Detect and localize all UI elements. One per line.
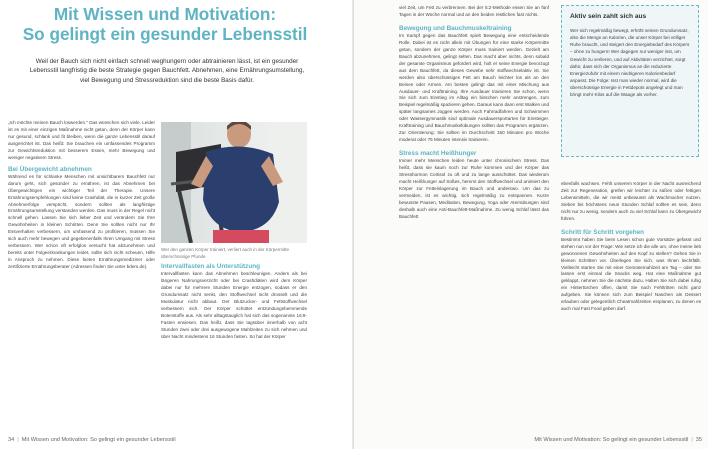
sleep-paragraph: ebenfalls wachsen. Fehlt unserem Körper in der Nacht ausreichend Zeit zur Regeneration, greifen wir leichter zu süßen oder fettigen Lebensmitteln, die wir meist unbewusst als Wachmacher nutzen. Sieben bis höchstens neun Stunden Schlaf sollten es sein, denn nicht nur zu wenig, sondern auch zu viel Schlaf kann zu Übergewicht führen. [561, 181, 701, 221]
info-box-body: Wer sich regelmäßig bewegt, erhöht seinen Grundumsatz, also die Menge an Kalorien, die unser Körper bei völliger Ruhe braucht, und steigert den Energiebedarf des Körpers – ohne zu hungern! Wer dagegen nur weniger isst, um Gewicht zu verlieren, und auf Aktivitäten verzichtet, sorgt dafür, dass sich der Organismus an die reduzierte Energiezufuhr mit einem niedrigeren Kalorienbedarf anpasst. Die Folge: Isst man wieder normal, wird die überschüssige Energie in Fettdepots angelegt und man bringt mehr Kilos auf die Waage als vorher. [570, 28, 690, 98]
man-on-treadmill-image [161, 122, 307, 243]
title-line-2: So gelingt ein gesunder Lebensstil [22, 24, 308, 44]
intro-paragraph: „Ich möchte meinen Bauch loswerden." Das wünschen sich viele. Leider ist es mit einer einzigen Maßnahme nicht getan, denn der Körper kann nur gesund, schlank und fit bleiben, wenn die ganze Lebensstil darauf ausgerichtet ist. Das heißt: Sie brauchen ein umfassendes Programm zur Gewichtsreduktion mit besserem Essen, mehr Bewegung und weniger negativem Stress. [8, 120, 155, 160]
heading-stress: Stress macht Heißhunger [399, 150, 477, 158]
heading-bewegung: Bewegung und Bauchmuskeltraining [399, 24, 512, 32]
info-box-title: Aktiv sein zahlt sich aus [570, 13, 647, 20]
body-bewegung: Im Kampf gegen das Bauchfett spielt Bewegung eine entscheidende Rolle. Dabei ist es nicht allein mit Übungen für eine starke Körpermitte getan, sondern der ganze Körper muss trainiert werden. Gezielt am Bauch abzunehmen, gelingt selten. Das macht aber nichts, denn sobald der gesamte Organismus gefordert wird, holt er seine Energie bevorzugt aus dem Bauchfett, da dieses Gewebe sehr stoffwechselaktiv ist. Sie werden also überschüssiges Fett am Bauch leichter los als an den Beinen oder Armen. Am besten gelingt das mit einer Mischung aus Ausdauer- und Krafttraining. Ihre Ausdauer trainieren Sie schon, wenn Sie sich zum Einstieg im Alltag ein bisschen mehr anstrengen, zum Beispiel regelmäßig spazieren gehen. Daraus kann dann erst Walken und später langsames Joggen werden. Auch Fahrradfahren und Schwimmen oder Wassergymnastik sind optimale Ausdauersportarten für Einsteiger. Krafttraining und Bauchmuskelübungen sollten das Programm ergänzen. Zur Orientierung: Sie sollten im Durchschnitt 150 Minuten pro Woche moderat oder 75 Minuten intensiv trainieren. [399, 32, 549, 143]
left-column-2 [161, 262, 307, 432]
left-page-number: 34 [8, 437, 15, 443]
body-schritt: Bestimmt haben Sie beim Lesen schon gute Vorsätze gefasst und stehen nun vor der Frage: Wie setze ich die alle um, ohne meine lieb gewonnenen Gewohnheiten auf den Kopf zu stellen? Gehen Sie in kleinen Schritten vor. Überlegen Sie sich, was Ihnen leichtfällt. Vielleicht starten Sie mit einer Gemüsemahlzeit am Tag – oder Sie lassen erst einmal die Snacks weg. Hat eine Maßnahme gut geklappt, nehmen Sie die nächste dazu. Halten Sie sich dabei ruhig ein Hintertürchen offen, damit Sie nach Fehltritten nicht ganz aufgeben. Sie können sich zum Beispiel Naschen als Dessert erlauben oder gelegentlich Cheatmahlzeiten einplanen, zu denen es auch mal Fast Food geben darf. [561, 236, 701, 312]
info-box [561, 5, 699, 157]
right-footer: Mit Wissen und Motivation: So gelingt ein gesunder Lebensstil | 35 [534, 437, 702, 443]
heading-intervallfasten: Intervallfasten als Unterstützung [161, 263, 261, 270]
treadmill-photo [161, 122, 307, 243]
fasting-continued: viel Zeit, um Fett zu verbrennen. Bei der 5:2-Methode essen Sie an fünf Tagen in der Woche normal und an den beiden restlichen fast nichts. [399, 5, 549, 17]
photo-caption: Wer den ganzen Körper trainiert, verliert auch in der Körpermitte überschüssige Pfunde. [161, 247, 289, 259]
left-footer: 34 | Mit Wissen und Motivation: So gelingt ein gesunder Lebensstil [8, 437, 176, 443]
right-column-2 [561, 181, 701, 433]
body-intervallfasten: Intervallfasten kann das Abnehmen beschleunigen. Anders als bei längeren Nahrungsverzicht oder bei Crashdiäten wird dem Körper dabei nur für mehrere Stunden Energie entzogen, sodass er den Grundumsatz nicht senkt, den Stoffwechsel nicht drosselt und die Muskulatur nicht abbaut. Der Blutzucker- und Fettstoffwechsel verbessern sich. Der Körper schüttet entzündungshemmende Botenstoffe aus. Als sehr alltagstauglich hat sich das sogenannte 16:8-Fasten erwiesen. Das heißt, dass Sie tagsüber innerhalb von acht Stunden zwei oder drei ausgewogene Mahlzeiten zu sich nehmen und über Nacht mindestens 16 Stunden fasten. So hat der Körper [161, 271, 307, 339]
left-column-1 [8, 120, 155, 431]
right-page-number: 35 [695, 437, 702, 443]
page-title [0, 4, 330, 44]
heading-uebergewicht: Bei Übergewicht abnehmen [8, 165, 92, 173]
right-column-1 [399, 5, 549, 436]
body-uebergewicht: Während es für schlanke Menschen mit unsichtbarem Bauchfett nur darum geht, sich gesünder zu ernähren, ist das Abnehmen bei Übergewichtigen ein wichtiger Teil der Therapie. Unsere Ernährungsempfehlungen sind keine Crashdiät, die in kurzer Zeit große Abnehmerfolge verspricht, sondern sollten als langfristige Ernährungsumstellung verstanden werden. Das muss in der Regel nicht schnell gehen. Lassen Sie sich lieber Zeit und verändern Sie Ihre Gewohnheiten in kleinen Schritten. Denn Sie sollten nicht nur Ihr Essverhalten verbessern, um umfassend zu profitieren, müssen Sie sich auch mehr bewegen und gegebenenfalls Ihren Umgang mit Stress verbessern. Wer schon oft erfolglos versucht hat abzunehmen und bereits unter Folgeerkrankungen leidet, sollte sich nicht scheuen, Hilfe in Anspruch zu nehmen. Diese bieten Ernährungsmediziner oder zertifizierte Ernährungsberater (Adressen finden Sie unter bdem.de). [8, 173, 155, 270]
title-line-1: Mit Wissen und Motivation: [53, 4, 277, 24]
left-running-title: Mit Wissen und Motivation: So gelingt ein gesunder Lebensstil [21, 437, 176, 443]
right-running-title: Mit Wissen und Motivation: So gelingt ein gesunder Lebensstil [534, 437, 689, 443]
lead-paragraph: Weil der Bauch sich nicht einfach schnell weghungern oder abtrainieren lässt, ist ein gesunder Lebensstil langfristig die beste Strategie gegen Bauchfett. Abnehmen, eine Ernährungsumstellung, viel Bewegung und Stressreduktion sind die beste Basis dafür. [29, 58, 305, 84]
heading-schritt: Schritt für Schritt vorgehen [561, 228, 645, 236]
body-stress: Immer mehr Menschen leiden heute unter chronischem Stress. Das heißt, dass sie kaum noch zur Ruhe kommen und der Körper das Stresshormon Cortisol zu oft und zu lange ausschüttet. Das wiederum macht Heißhunger auf Süßes, hemmt den Stoffwechsel und animiert den Körper zur Fetteinlagerung im Bauch und anderswo. Um das zu vermeiden, ist es wichtig, sich regelmäßig zu entspannen. Kurze bewusste Pausen, Meditation, Bewegung, Yoga oder Atemübungen sind deshalb auch eine Anti-Bauchfett-Maßnahme. Zu wenig Schlaf lässt das Bauchfett [399, 158, 549, 219]
